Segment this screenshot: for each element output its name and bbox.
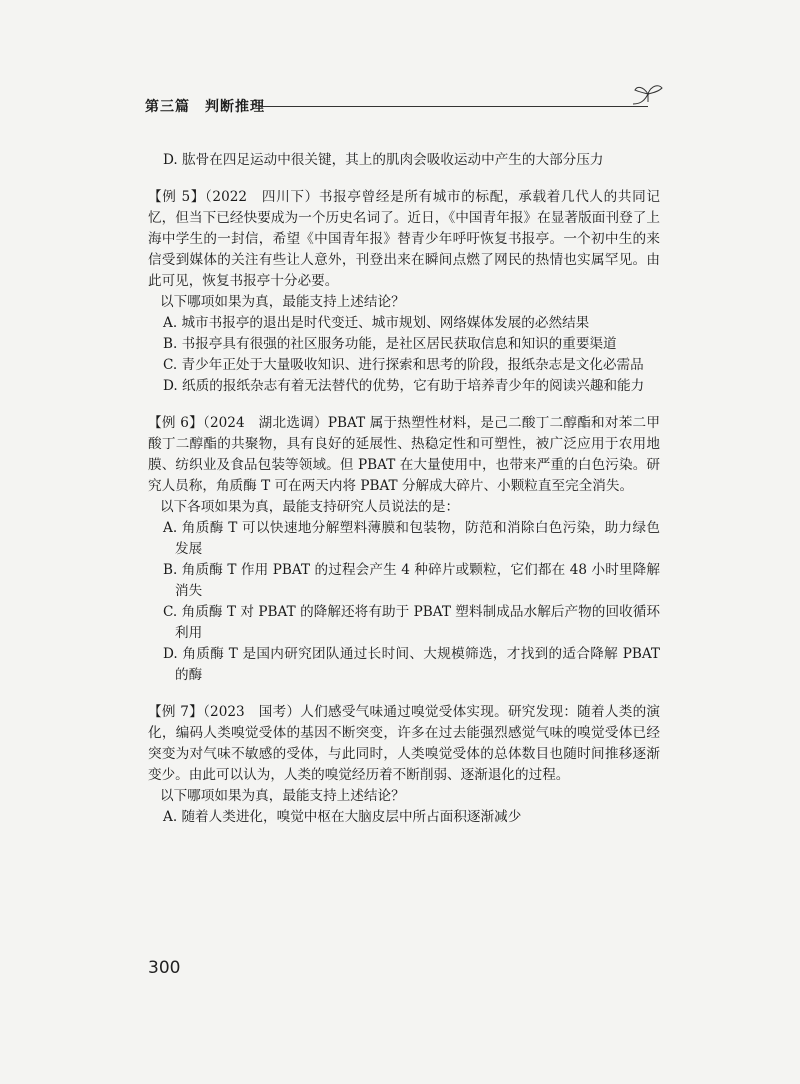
page-number: 300: [148, 958, 181, 978]
example6-option-c: C. 角质酶 T 对 PBAT 的降解还将有助于 PBAT 塑料制成品水解后产物的回收循环利用: [163, 604, 660, 641]
example7-text: 人们感受气味通过嗅觉受体实现。研究发现：随着人类的演化，编码人类嗅觉受体的基因不断突变，许多在过去能强烈感觉气味的嗅觉受体已经突变为对气味不敏感的受体，与此同时，人类嗅觉受体的总体数目也随时间推移逐渐变少。由此可以认为，人类的嗅觉经历着不断削弱、逐渐退化的过程。: [148, 704, 661, 783]
prev-question-option-d: D. 肱骨在四足运动中很关键，其上的肌肉会吸收运动中产生的大部分压力: [163, 152, 604, 168]
example5-source: （2022 四川下）: [204, 189, 319, 205]
example5-option-d: D. 纸质的报纸杂志有着无法替代的优势，它有助于培养青少年的阅读兴趣和能力: [163, 378, 645, 394]
example5-text: 书报亭曾经是所有城市的标配，承载着几代人的共同记忆，但当下已经快要成为一个历史名词了。近日，《中国青年报》在显著版面刊登了上海中学生的一封信，希望《中国青年报》替青少年呼吁恢复书报亭。一个初中生的来信受到媒体的关注有些让人意外，刊登出来在瞬间点燃了网民的热情也实属罕见。由此可见，恢复书报亭十分必要。: [148, 189, 660, 289]
example5-tag: 【例 5】: [148, 189, 205, 205]
example6-text: PBAT 属于热塑性材料，是己二酸丁二醇酯和对苯二甲酸丁二醇酯的共聚物，具有良好的延展性、热稳定性和可塑性，被广泛应用于农用地膜、纺织业及食品包装等领域。但 PBAT 在大量使用中，也带来严重的白色污染。研究人员称，角质酶 T 可在两天内将 PBAT 分解成大碎片、小颗粒直至完全消失。: [148, 415, 660, 494]
example6-option-a: A. 角质酶 T 可以快速地分解塑料薄膜和包装物，防范和消除白色污染，助力绿色发展: [163, 520, 660, 557]
example6-passage: [148, 413, 660, 497]
example6-tag: 【例 6】: [148, 415, 203, 431]
example7-passage: [148, 702, 660, 786]
example6-question: 以下各项如果为真，最能支持研究人员说法的是：: [160, 499, 460, 515]
sprout-icon: [631, 82, 665, 108]
page-header: [145, 96, 665, 120]
example6-option-d: D. 角质酶 T 是国内研究团队通过长时间、大规模筛选，才找到的适合降解 PBAT 的酶: [163, 646, 660, 683]
example5-option-b: B. 书报亭具有很强的社区服务功能，是社区居民获取信息和知识的重要渠道: [163, 336, 617, 352]
example5-option-c: C. 青少年正处于大量吸收知识、进行探索和思考的阶段，报纸杂志是文化必需品: [163, 357, 644, 373]
example6-source: （2024 湖北选调）: [202, 415, 328, 431]
example5-question: 以下哪项如果为真，最能支持上述结论？: [160, 294, 405, 310]
example5-passage: [148, 187, 660, 292]
page-content: [148, 150, 660, 828]
example7-option-a: A. 随着人类进化，嗅觉中枢在大脑皮层中所占面积逐渐减少: [163, 809, 522, 825]
example7-question: 以下哪项如果为真，最能支持上述结论？: [160, 788, 405, 804]
example6-option-b: B. 角质酶 T 作用 PBAT 的过程会产生 4 种碎片或颗粒，它们都在 48 小时里降解消失: [163, 562, 660, 599]
example5-option-a: A. 城市书报亭的退出是时代变迁、城市规划、网络媒体发展的必然结果: [163, 315, 590, 331]
example7-tag: 【例 7】: [148, 704, 204, 720]
example7-source: （2023 国考）: [203, 704, 301, 720]
section-title: 第三篇 判断推理: [145, 99, 265, 115]
header-rule: [260, 106, 648, 107]
